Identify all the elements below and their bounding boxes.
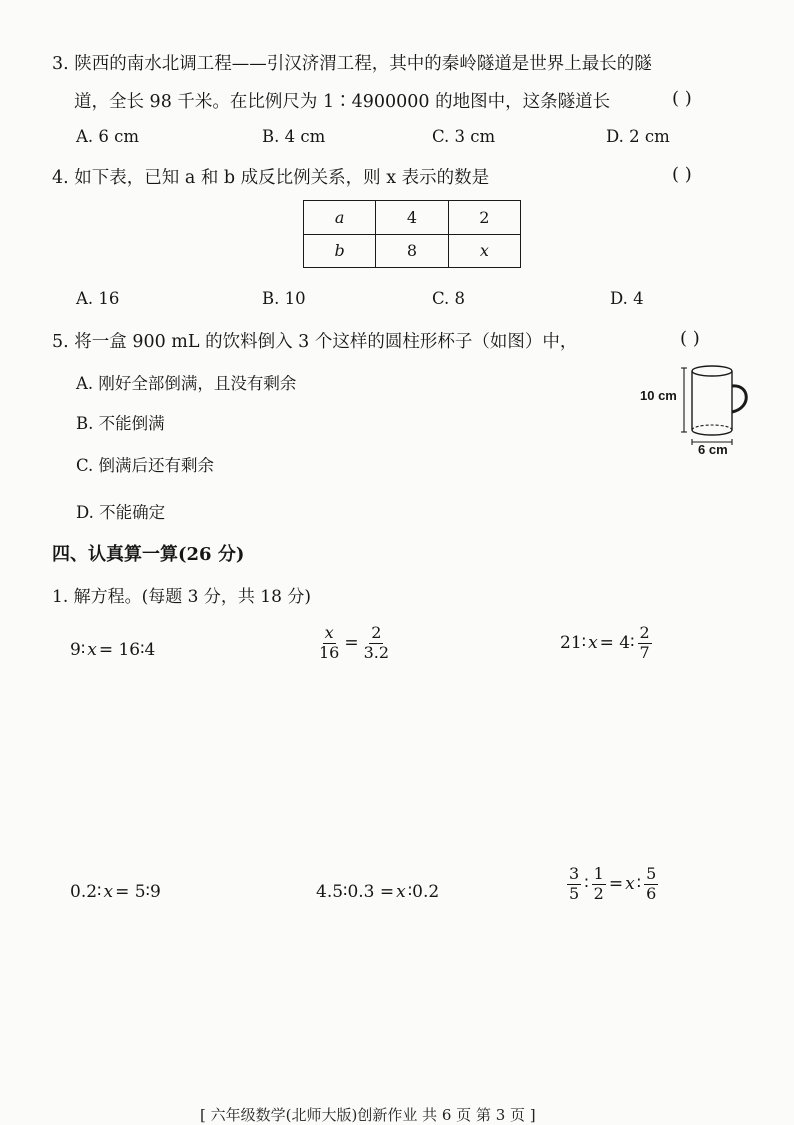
eq-text: 0.2∶ — [70, 882, 102, 902]
eq-text: = — [608, 874, 624, 895]
equation-4[interactable] — [70, 882, 161, 902]
equation-1[interactable] — [70, 640, 155, 660]
equation-2[interactable] — [316, 625, 392, 662]
eq-variable: x — [103, 882, 114, 902]
q5-answer-paren[interactable]: ( ) — [680, 328, 700, 349]
eq-text: = 4∶ — [599, 633, 635, 654]
q4-option-c[interactable]: C. 8 — [432, 289, 466, 308]
section-title: 四、认真算一算(26 分) — [52, 544, 245, 565]
eq-text: 9∶ — [70, 640, 86, 660]
cylinder-cup-figure — [636, 360, 756, 460]
eq-text: = 5∶9 — [115, 882, 161, 902]
equation-6[interactable] — [566, 866, 659, 903]
table-cell: a — [304, 201, 376, 235]
eq-text: ∶ — [636, 874, 642, 895]
equation-3[interactable] — [560, 625, 653, 662]
cup-icon — [636, 360, 756, 460]
fraction — [592, 866, 606, 903]
q4-option-d[interactable]: D. 4 — [610, 289, 644, 308]
cup-height-label: 10 cm — [640, 388, 677, 403]
eq-text: ∶0.2 — [407, 882, 440, 902]
numerator: 5 — [646, 864, 657, 883]
denominator: 5 — [569, 883, 580, 903]
table-row — [304, 201, 521, 235]
cup-diameter-label: 6 cm — [698, 442, 728, 457]
denominator: 2 — [593, 883, 604, 903]
fraction — [362, 625, 391, 662]
eq-variable: x — [87, 640, 97, 660]
eq-text: = — [344, 633, 359, 654]
fraction — [567, 866, 581, 903]
numerator: 2 — [371, 623, 382, 642]
q4-text: 4. 如下表，已知 a 和 b 成反比例关系，则 x 表示的数是 — [52, 168, 490, 188]
numerator: 2 — [639, 623, 650, 642]
table-cell: x — [448, 234, 520, 268]
q3-option-d[interactable]: D. 2 cm — [606, 127, 670, 146]
q5-text: 5. 将一盒 900 mL 的饮料倒入 3 个这样的圆柱形杯子（如图）中， — [52, 332, 578, 352]
q3-answer-paren[interactable]: ( ) — [672, 88, 692, 109]
denominator: 6 — [646, 883, 657, 903]
numerator: 3 — [569, 864, 580, 883]
q5-option-d[interactable]: D. 不能确定 — [76, 503, 166, 522]
q5-option-a[interactable]: A. 刚好全部倒满，且没有剩余 — [76, 374, 297, 393]
q4-option-a[interactable]: A. 16 — [76, 289, 120, 308]
eq-variable: x — [588, 633, 598, 654]
table-cell: b — [304, 234, 376, 268]
q3-line1: 3. 陕西的南水北调工程——引汉济渭工程，其中的秦岭隧道是世界上最长的隧 — [52, 54, 652, 74]
table-cell: 2 — [448, 201, 520, 235]
numerator: x — [324, 623, 334, 642]
table-cell: 4 — [376, 201, 448, 235]
denominator: 3.2 — [363, 642, 390, 662]
equation-5[interactable] — [316, 882, 439, 902]
proportion-table — [303, 200, 521, 268]
numerator: 1 — [593, 864, 604, 883]
q5-option-c[interactable]: C. 倒满后还有剩余 — [76, 456, 215, 475]
eq-variable: x — [625, 874, 635, 895]
eq-text: 21∶ — [560, 633, 587, 654]
q4-answer-paren[interactable]: ( ) — [672, 164, 692, 185]
denominator: 7 — [639, 642, 650, 662]
q5-option-b[interactable]: B. 不能倒满 — [76, 414, 165, 433]
table-cell: 8 — [376, 234, 448, 268]
denominator: 16 — [319, 642, 340, 662]
q3-option-b[interactable]: B. 4 cm — [262, 127, 326, 146]
q3-option-c[interactable]: C. 3 cm — [432, 127, 496, 146]
fraction — [638, 625, 652, 662]
eq-text: = 16∶4 — [98, 640, 156, 660]
fraction — [317, 625, 341, 662]
subsection-title: 1. 解方程。(每题 3 分，共 18 分) — [52, 587, 311, 607]
fraction — [644, 866, 658, 903]
eq-variable: x — [396, 882, 406, 902]
eq-text: 4.5∶0.3 = — [316, 882, 395, 902]
q4-option-b[interactable]: B. 10 — [262, 289, 306, 308]
eq-text: ∶ — [584, 874, 589, 895]
page-footer: [ 六年级数学(北师大版)创新作业 共 6 页 第 3 页 ] — [200, 1106, 536, 1124]
q3-option-a[interactable]: A. 6 cm — [76, 127, 140, 146]
table-row — [304, 234, 521, 268]
q3-line2: 道，全长 98 千米。在比例尺为 1∶4900000 的地图中，这条隧道长 — [74, 92, 611, 112]
